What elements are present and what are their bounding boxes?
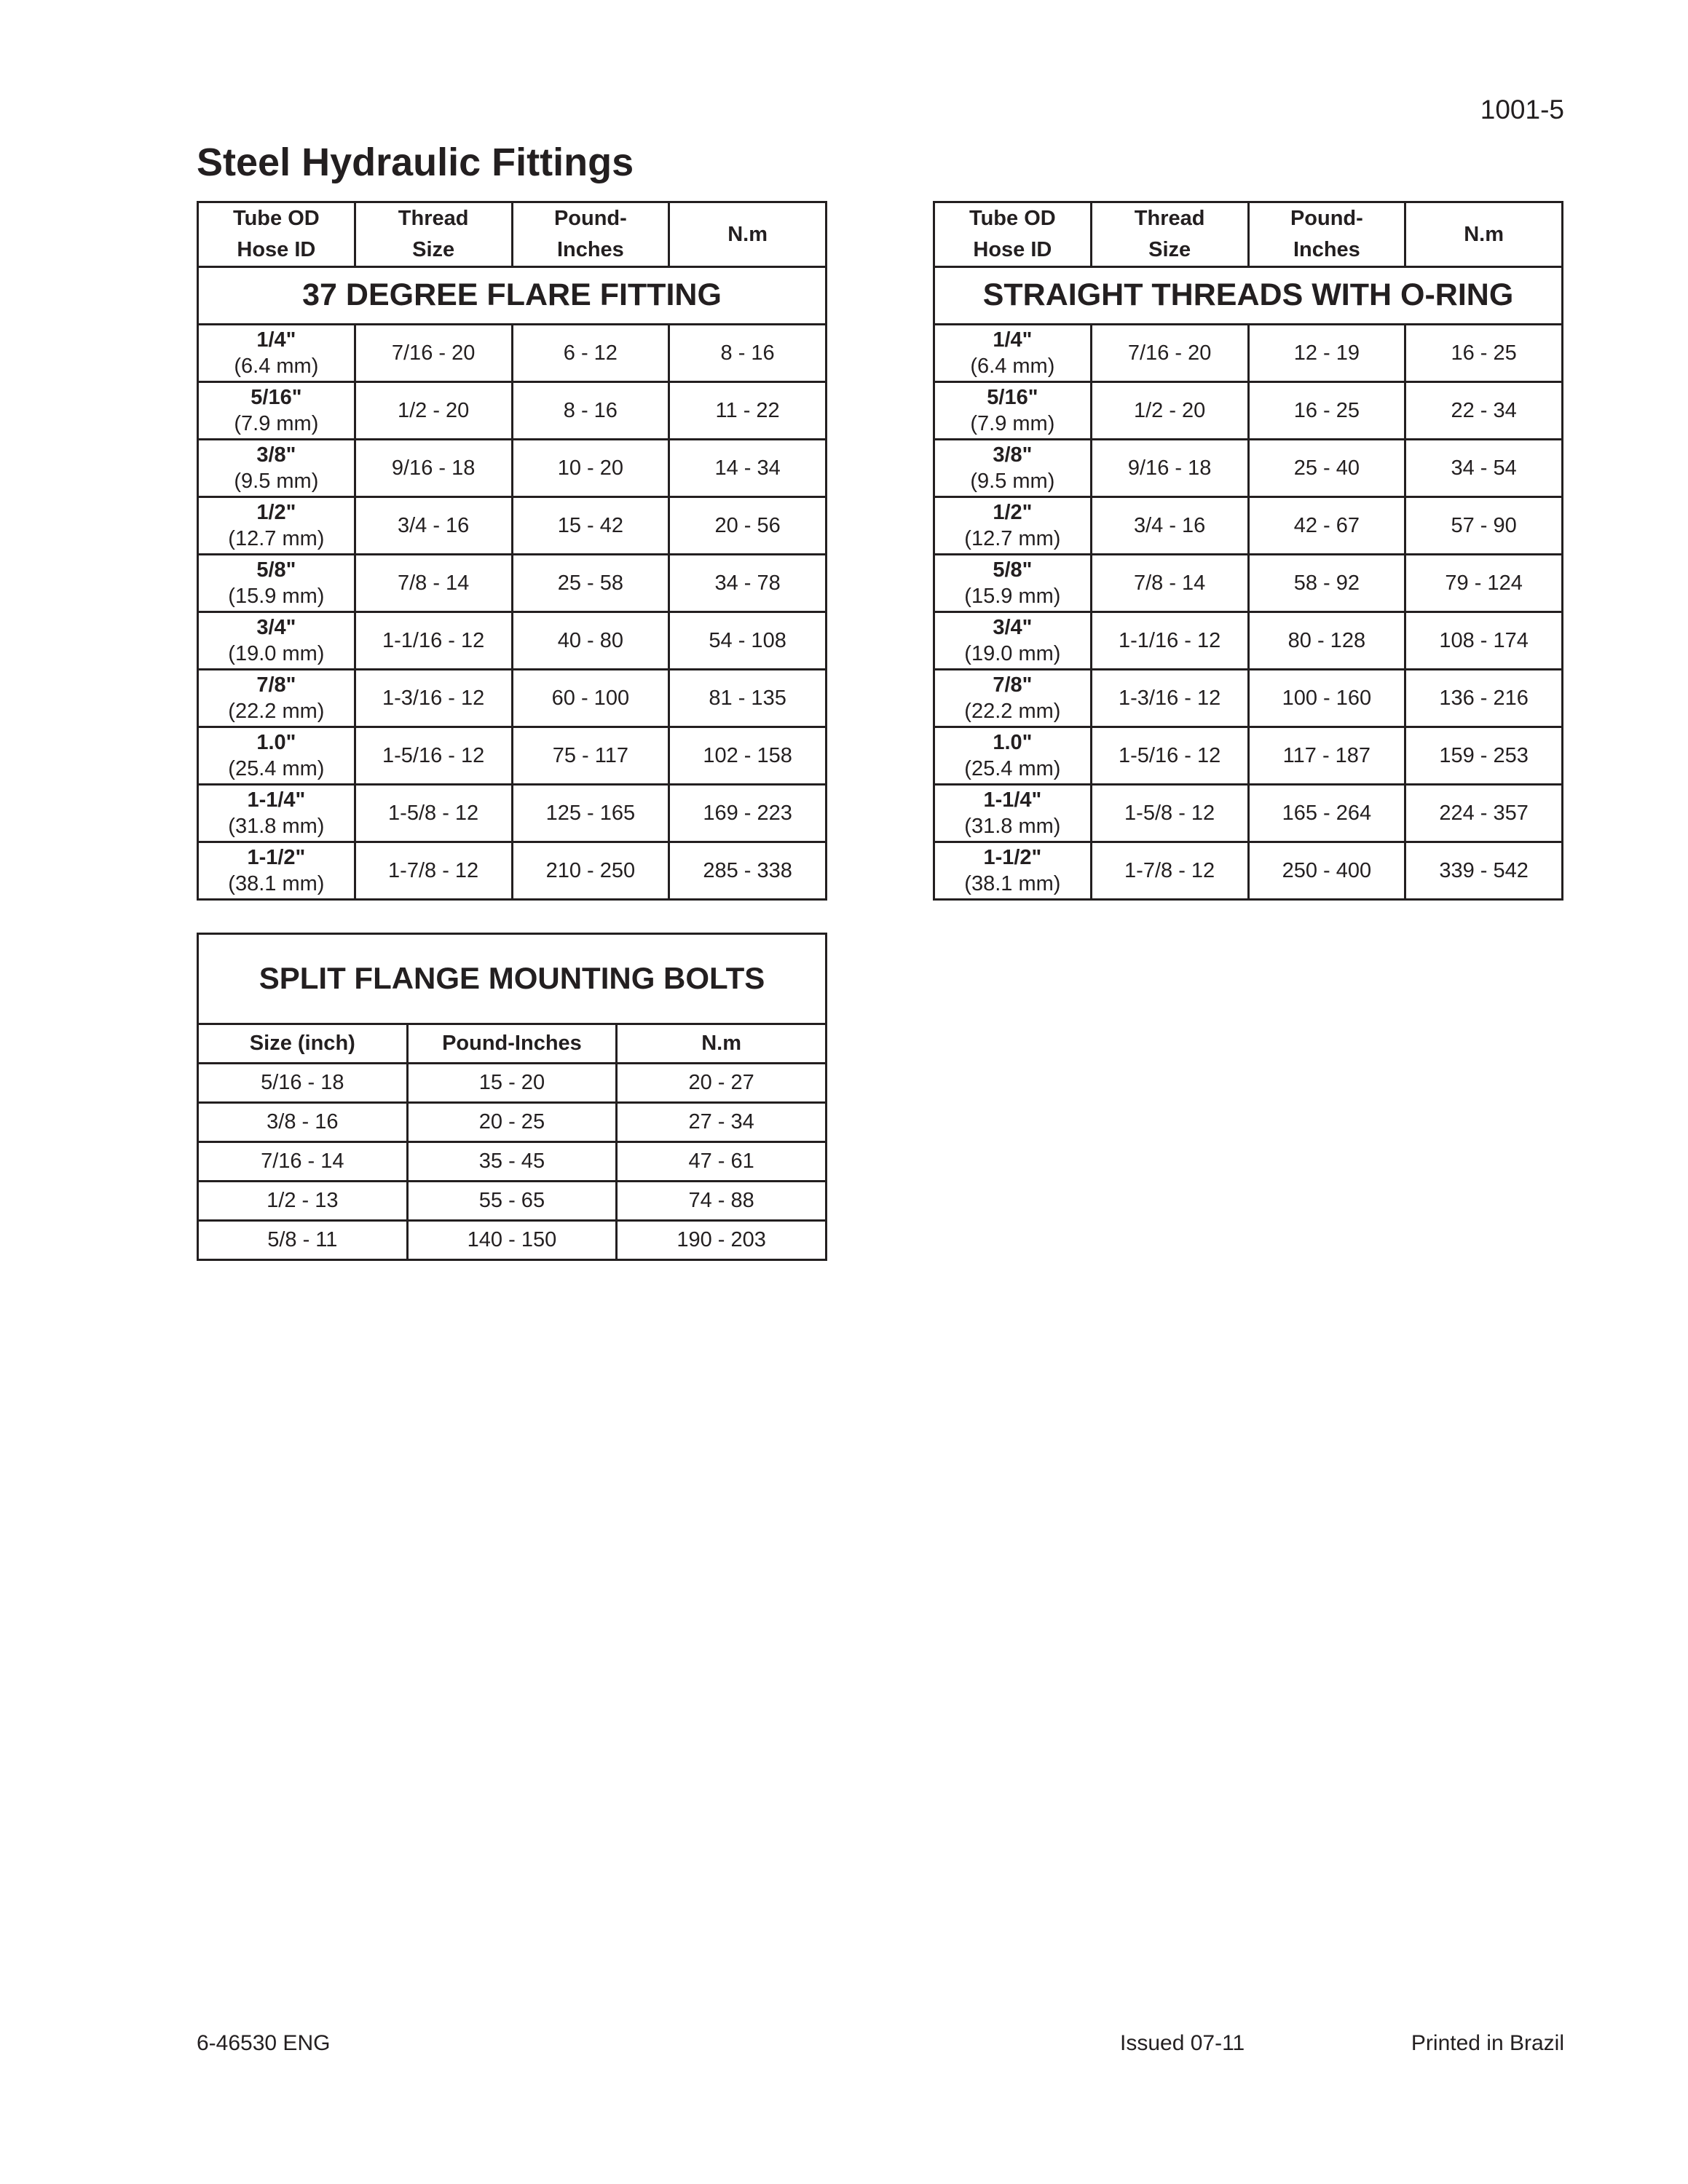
bolt-size-cell: 5/8 - 11: [198, 1221, 408, 1260]
footer-printed: Printed in Brazil: [1411, 2031, 1564, 2055]
nm-cell: 339 - 542: [1405, 842, 1563, 900]
thread-size-cell: 1-7/8 - 12: [355, 842, 512, 900]
tube-size-mm: (31.8 mm): [228, 815, 325, 838]
table-body: [198, 1064, 827, 1260]
column-header-nm: N.m: [1405, 202, 1563, 267]
table-row: [934, 842, 1563, 900]
tube-size-mm: (6.4 mm): [234, 355, 319, 378]
thread-size-cell: 1-3/16 - 12: [355, 670, 512, 727]
nm-cell: 27 - 34: [617, 1103, 827, 1142]
pound-inches-cell: 10 - 20: [512, 440, 669, 497]
tube-size-cell: [934, 785, 1092, 842]
tube-size-mm: (22.2 mm): [228, 700, 325, 723]
page-title: Steel Hydraulic Fittings: [197, 141, 634, 184]
tube-size: 1-1/4": [247, 788, 306, 812]
header-text: Pound-: [553, 207, 627, 230]
table-body: [934, 325, 1563, 900]
header-text: Tube OD: [233, 207, 320, 230]
tube-size-mm: (25.4 mm): [228, 757, 325, 780]
header-text: Inches: [556, 238, 624, 261]
nm-cell: 285 - 338: [669, 842, 827, 900]
tube-size-mm: (31.8 mm): [964, 815, 1061, 838]
tube-size: 7/8": [256, 673, 296, 697]
thread-size-cell: 1-1/16 - 12: [355, 612, 512, 670]
tube-size-mm: (12.7 mm): [228, 527, 325, 550]
tube-size-mm: (7.9 mm): [234, 412, 319, 435]
tube-size-mm: (12.7 mm): [964, 527, 1061, 550]
pound-inches-cell: 140 - 150: [407, 1221, 617, 1260]
tube-size: 1/4": [993, 328, 1033, 352]
pound-inches-cell: 125 - 165: [512, 785, 669, 842]
bolt-size-cell: 7/16 - 14: [198, 1142, 408, 1182]
pound-inches-cell: 55 - 65: [407, 1182, 617, 1221]
column-header-pound-inches: [512, 202, 669, 267]
table-row: [198, 842, 827, 900]
nm-cell: 20 - 56: [669, 497, 827, 555]
nm-cell: 22 - 34: [1405, 382, 1563, 440]
header-text: Size: [412, 238, 455, 261]
pound-inches-cell: 16 - 25: [1248, 382, 1405, 440]
tube-size-cell: [934, 382, 1092, 440]
tube-size-mm: (15.9 mm): [964, 585, 1061, 608]
bolt-size-cell: 5/16 - 18: [198, 1064, 408, 1103]
table-row: [198, 497, 827, 555]
tube-size-cell: [198, 612, 355, 670]
column-header-tube: [934, 202, 1092, 267]
pound-inches-cell: 15 - 20: [407, 1064, 617, 1103]
table-row: [198, 325, 827, 382]
nm-cell: 190 - 203: [617, 1221, 827, 1260]
tube-size-cell: [934, 670, 1092, 727]
tube-size: 1/4": [256, 328, 296, 352]
table-row: [198, 785, 827, 842]
section-title-row: [198, 267, 827, 325]
table-row: [198, 440, 827, 497]
tube-size-cell: [198, 440, 355, 497]
pound-inches-cell: 35 - 45: [407, 1142, 617, 1182]
section-title: SPLIT FLANGE MOUNTING BOLTS: [198, 934, 827, 1024]
tube-size-mm: (6.4 mm): [970, 355, 1055, 378]
nm-cell: 11 - 22: [669, 382, 827, 440]
tube-size-mm: (25.4 mm): [964, 757, 1061, 780]
thread-size-cell: 1-5/16 - 12: [355, 727, 512, 785]
tube-size-cell: [198, 497, 355, 555]
tube-size-cell: [198, 325, 355, 382]
tube-size: 3/4": [256, 615, 296, 639]
header-text: Inches: [1293, 238, 1360, 261]
nm-cell: 20 - 27: [617, 1064, 827, 1103]
tube-size: 7/8": [993, 673, 1033, 697]
section-title-row: [198, 934, 827, 1024]
column-header-nm: N.m: [617, 1024, 827, 1064]
tube-size: 5/8": [256, 558, 296, 582]
column-header-pound-inches: [1248, 202, 1405, 267]
pound-inches-cell: 12 - 19: [1248, 325, 1405, 382]
tube-size: 5/8": [993, 558, 1033, 582]
pound-inches-cell: 100 - 160: [1248, 670, 1405, 727]
tube-size-mm: (9.5 mm): [970, 470, 1055, 493]
column-header-size: Size (inch): [198, 1024, 408, 1064]
section-title: 37 DEGREE FLARE FITTING: [198, 267, 827, 325]
table-row: [198, 555, 827, 612]
nm-cell: 102 - 158: [669, 727, 827, 785]
pound-inches-cell: 25 - 40: [1248, 440, 1405, 497]
pound-inches-cell: 80 - 128: [1248, 612, 1405, 670]
footer-doc-number: 6-46530 ENG: [197, 2031, 331, 2055]
nm-cell: 47 - 61: [617, 1142, 827, 1182]
tube-size: 1/2": [256, 500, 296, 524]
pound-inches-cell: 60 - 100: [512, 670, 669, 727]
pound-inches-cell: 25 - 58: [512, 555, 669, 612]
header-text: Hose ID: [973, 238, 1052, 261]
tube-size-mm: (22.2 mm): [964, 700, 1061, 723]
pound-inches-cell: 6 - 12: [512, 325, 669, 382]
pound-inches-cell: 15 - 42: [512, 497, 669, 555]
tube-size-cell: [198, 785, 355, 842]
tube-size-cell: [934, 612, 1092, 670]
nm-cell: 16 - 25: [1405, 325, 1563, 382]
thread-size-cell: 7/8 - 14: [355, 555, 512, 612]
tube-size: 3/8": [993, 443, 1033, 467]
section-title: STRAIGHT THREADS WITH O-RING: [934, 267, 1563, 325]
tube-size-cell: [934, 440, 1092, 497]
table-row: [934, 440, 1563, 497]
nm-cell: 108 - 174: [1405, 612, 1563, 670]
thread-size-cell: 7/8 - 14: [1091, 555, 1248, 612]
thread-size-cell: 3/4 - 16: [355, 497, 512, 555]
nm-cell: 74 - 88: [617, 1182, 827, 1221]
table-row: [198, 382, 827, 440]
thread-size-cell: 1/2 - 20: [1091, 382, 1248, 440]
tube-size: 5/16": [987, 385, 1038, 409]
column-header-nm: N.m: [669, 202, 827, 267]
pound-inches-cell: 42 - 67: [1248, 497, 1405, 555]
table-row: [198, 1142, 827, 1182]
column-header-row: [198, 1024, 827, 1064]
pound-inches-cell: 210 - 250: [512, 842, 669, 900]
table-row: [934, 555, 1563, 612]
nm-cell: 34 - 54: [1405, 440, 1563, 497]
nm-cell: 34 - 78: [669, 555, 827, 612]
section-title-row: [934, 267, 1563, 325]
table-row: [934, 382, 1563, 440]
tube-size-cell: [198, 555, 355, 612]
tube-size-cell: [934, 727, 1092, 785]
nm-cell: 224 - 357: [1405, 785, 1563, 842]
column-header-row: [198, 202, 827, 267]
column-header-pound-inches: Pound-Inches: [407, 1024, 617, 1064]
tube-size-mm: (7.9 mm): [970, 412, 1055, 435]
thread-size-cell: 9/16 - 18: [355, 440, 512, 497]
header-text: Tube OD: [969, 207, 1056, 230]
tube-size: 5/16": [251, 385, 302, 409]
footer-issued: Issued 07-11: [1120, 2031, 1245, 2055]
pound-inches-cell: 8 - 16: [512, 382, 669, 440]
column-header-thread: [355, 202, 512, 267]
thread-size-cell: 1-1/16 - 12: [1091, 612, 1248, 670]
thread-size-cell: 1/2 - 20: [355, 382, 512, 440]
tube-size-mm: (19.0 mm): [964, 642, 1061, 665]
split-flange-table: [197, 933, 827, 1261]
table-row: [198, 1221, 827, 1260]
tube-size: 1-1/2": [983, 845, 1042, 869]
table-row: [198, 1103, 827, 1142]
tube-size-cell: [198, 727, 355, 785]
table-row: [934, 325, 1563, 382]
tube-size-cell: [934, 325, 1092, 382]
header-text: Size: [1148, 238, 1191, 261]
flare-fitting-table: [197, 201, 827, 901]
table-row: [198, 612, 827, 670]
tube-size: 1.0": [256, 730, 296, 754]
tube-size-mm: (19.0 mm): [228, 642, 325, 665]
thread-size-cell: 1-5/8 - 12: [355, 785, 512, 842]
column-header-thread: [1091, 202, 1248, 267]
tube-size: 3/8": [256, 443, 296, 467]
table-row: [198, 1064, 827, 1103]
thread-size-cell: 3/4 - 16: [1091, 497, 1248, 555]
table-row: [934, 727, 1563, 785]
tube-size-mm: (38.1 mm): [964, 872, 1061, 895]
pound-inches-cell: 117 - 187: [1248, 727, 1405, 785]
page-number: 1001-5: [1480, 95, 1564, 124]
bolt-size-cell: 3/8 - 16: [198, 1103, 408, 1142]
tube-size-cell: [934, 497, 1092, 555]
tube-size: 1.0": [993, 730, 1033, 754]
table-row: [198, 727, 827, 785]
nm-cell: 159 - 253: [1405, 727, 1563, 785]
header-text: Thread: [1134, 207, 1205, 230]
pound-inches-cell: 58 - 92: [1248, 555, 1405, 612]
tube-size: 1-1/2": [247, 845, 306, 869]
table-body: [198, 325, 827, 900]
header-text: Hose ID: [237, 238, 316, 261]
tube-size-mm: (9.5 mm): [234, 470, 319, 493]
nm-cell: 54 - 108: [669, 612, 827, 670]
tube-size: 1-1/4": [983, 788, 1042, 812]
pound-inches-cell: 20 - 25: [407, 1103, 617, 1142]
nm-cell: 79 - 124: [1405, 555, 1563, 612]
tube-size-cell: [198, 382, 355, 440]
thread-size-cell: 7/16 - 20: [355, 325, 512, 382]
tube-size-cell: [934, 555, 1092, 612]
pound-inches-cell: 250 - 400: [1248, 842, 1405, 900]
tube-size-cell: [198, 670, 355, 727]
thread-size-cell: 1-5/16 - 12: [1091, 727, 1248, 785]
tube-size: 3/4": [993, 615, 1033, 639]
nm-cell: 57 - 90: [1405, 497, 1563, 555]
tube-size-mm: (15.9 mm): [228, 585, 325, 608]
pound-inches-cell: 40 - 80: [512, 612, 669, 670]
bolt-size-cell: 1/2 - 13: [198, 1182, 408, 1221]
nm-cell: 8 - 16: [669, 325, 827, 382]
table-row: [934, 670, 1563, 727]
thread-size-cell: 1-5/8 - 12: [1091, 785, 1248, 842]
table-row: [934, 785, 1563, 842]
tube-size-cell: [198, 842, 355, 900]
table-row: [198, 670, 827, 727]
thread-size-cell: 7/16 - 20: [1091, 325, 1248, 382]
header-text: Pound-: [1290, 207, 1363, 230]
thread-size-cell: 1-3/16 - 12: [1091, 670, 1248, 727]
oring-thread-table: [933, 201, 1563, 901]
table-row: [198, 1182, 827, 1221]
tube-size-mm: (38.1 mm): [228, 872, 325, 895]
header-text: Thread: [398, 207, 469, 230]
pound-inches-cell: 165 - 264: [1248, 785, 1405, 842]
table-row: [934, 497, 1563, 555]
column-header-row: [934, 202, 1563, 267]
nm-cell: 81 - 135: [669, 670, 827, 727]
nm-cell: 14 - 34: [669, 440, 827, 497]
table-row: [934, 612, 1563, 670]
tube-size-cell: [934, 842, 1092, 900]
thread-size-cell: 9/16 - 18: [1091, 440, 1248, 497]
thread-size-cell: 1-7/8 - 12: [1091, 842, 1248, 900]
tube-size: 1/2": [993, 500, 1033, 524]
nm-cell: 136 - 216: [1405, 670, 1563, 727]
pound-inches-cell: 75 - 117: [512, 727, 669, 785]
nm-cell: 169 - 223: [669, 785, 827, 842]
column-header-tube: [198, 202, 355, 267]
